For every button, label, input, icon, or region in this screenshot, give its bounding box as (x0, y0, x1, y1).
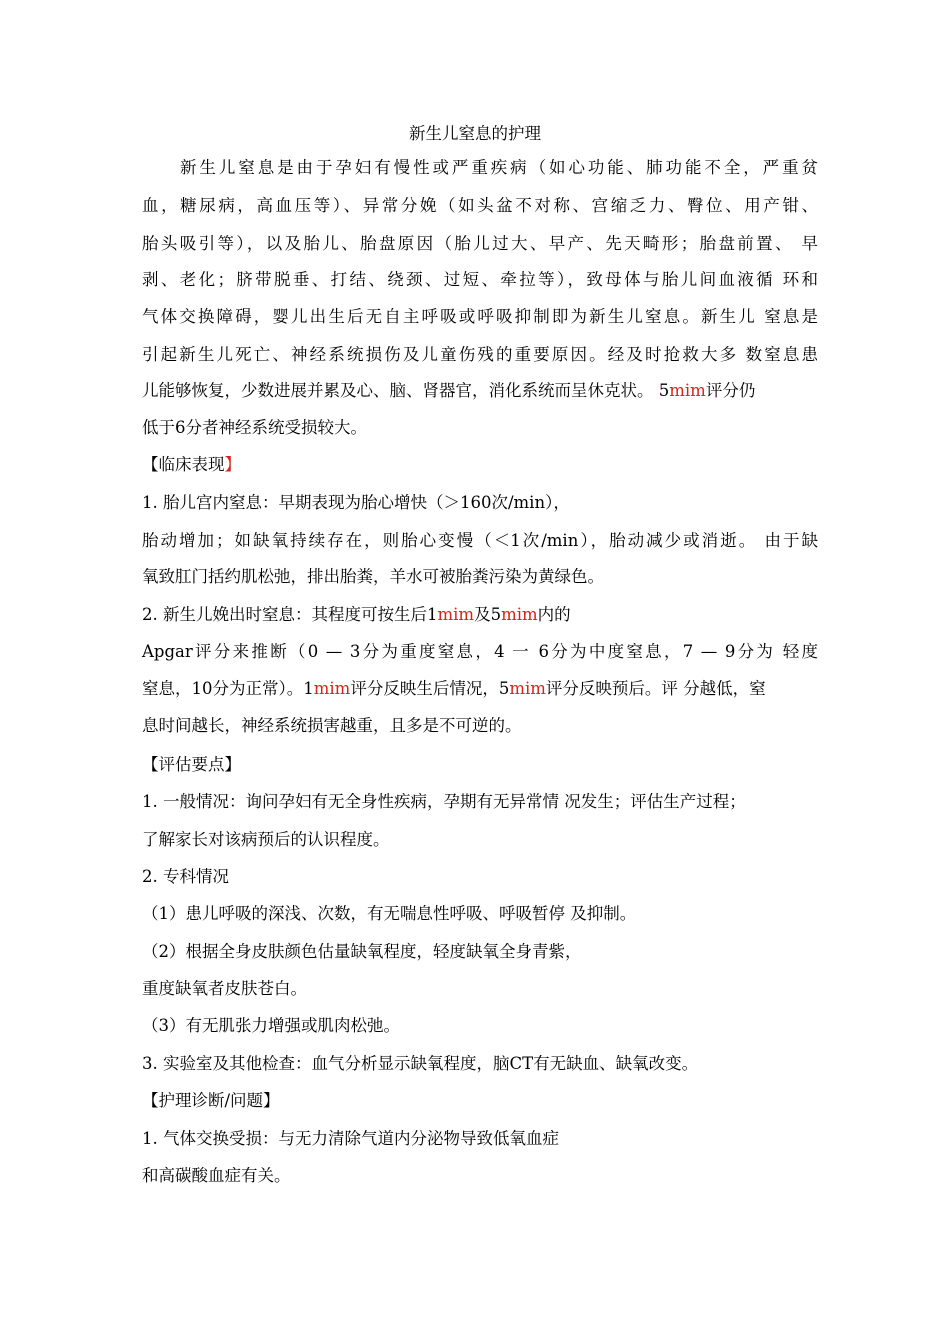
clinical-item-2-line-4: 息时间越长，神经系统损害越重，且多是不可逆的。 (142, 716, 522, 735)
clinical-item-2-line-3-e: 评分反映预后。评 分越低，窒 (545, 679, 766, 698)
intro-line-1: 新生儿窒息是由于孕妇有慢性或严重疾病（如心功能、肺功能不全，严重贫 (180, 158, 818, 177)
intro-line-7-tail: 评分仍 (705, 381, 756, 400)
section-heading-assessment: 【评估要点】 (142, 755, 241, 774)
unit-mim: mim (437, 605, 475, 624)
intro-line-2: 血，糖尿病，高血压等）、异常分娩（如头盆不对称、宫缩乏力、臀位、用产钳、 (142, 196, 818, 215)
unit-mim: mim (501, 605, 538, 624)
clinical-item-2-text-a: 2. 新生儿娩出时窒息：其程度可按生后1 (142, 605, 438, 624)
clinical-item-2-line-3-c: 评分反映生后情况，5 (350, 679, 510, 698)
assessment-sub-2-line-2: 重度缺氧者皮肤苍白。 (142, 979, 307, 998)
clinical-item-2-line-3-a: 窒息，10分为正常）。1 (142, 679, 314, 698)
assessment-item-1-line-1: 1. 一般情况：询问孕妇有无全身性疾病，孕期有无异常情 况发生；评估生产过程； (142, 792, 746, 811)
page-title: 新生儿窒息的护理 (409, 124, 541, 143)
intro-line-3: 胎头吸引等），以及胎儿、胎盘原因（胎儿过大、早产、先天畸形；胎盘前置、 早 (142, 234, 818, 253)
assessment-sub-1: （1）患儿呼吸的深浅、次数，有无喘息性呼吸、呼吸暂停 及抑制。 (142, 904, 637, 923)
unit-mim: mim (669, 381, 706, 400)
clinical-item-1-line-2: 胎动增加；如缺氧持续存在，则胎心变慢（＜1次/min），胎动减少或消逝。 由于缺 (142, 531, 818, 550)
diagnosis-item-1-line-2: 和高碳酸血症有关。 (142, 1166, 291, 1185)
section-heading-clinical-text: 【临床表现 (142, 455, 225, 474)
intro-line-7 (142, 381, 822, 401)
intro-line-5: 气体交换障碍，婴儿出生后无自主呼吸或呼吸抑制即为新生儿窒息。新生儿 窒息是 (142, 307, 818, 326)
clinical-item-2-text-c: 及5 (474, 605, 502, 624)
diagnosis-item-1-line-1: 1. 气体交换受损：与无力清除气道内分泌物导致低氧血症 (142, 1129, 559, 1148)
clinical-item-2-line-2: Apgar评分来推断（0 — 3分为重度窒息，4 一 6分为中度窒息，7 — 9分为 轻度 (142, 642, 818, 661)
intro-line-4: 剥、老化；脐带脱垂、打结、绕颈、过短、牵拉等），致母体与胎儿间血液循 环和 (142, 270, 818, 289)
intro-line-7-text: 儿能够恢复，少数进展并累及心、脑、肾器官，消化系统而呈休克状。 5 (142, 381, 670, 400)
section-heading-clinical (142, 455, 822, 475)
assessment-sub-3: （3）有无肌张力增强或肌肉松弛。 (142, 1016, 400, 1035)
section-heading-diagnosis: 【护理诊断/问题】 (142, 1091, 280, 1110)
clinical-item-2-line-3 (142, 679, 822, 699)
unit-mim: mim (313, 679, 351, 698)
assessment-sub-2-line-1: （2）根据全身皮肤颜色估量缺氧程度，轻度缺氧全身青紫， (142, 942, 582, 961)
clinical-item-1-line-1: 1. 胎儿宫内窒息：早期表现为胎心增快（＞160次/min）， (142, 493, 570, 512)
unit-mim: mim (509, 679, 546, 698)
assessment-item-3: 3. 实验室及其他检查：血气分析显示缺氧程度，脑CT有无缺血、缺氧改变。 (142, 1054, 699, 1073)
clinical-item-2-text-e: 内的 (537, 605, 571, 624)
clinical-item-1-line-3: 氧致肛门括约肌松弛，排出胎粪，羊水可被胎粪污染为黄绿色。 (142, 567, 604, 586)
assessment-item-1-line-2: 了解家长对该病预后的认识程度。 (142, 830, 390, 849)
intro-line-8: 低于6分者神经系统受损较大。 (142, 418, 367, 437)
assessment-item-2: 2. 专科情况 (142, 867, 229, 886)
intro-line-6: 引起新生儿死亡、神经系统损伤及儿童伤残的重要原因。经及时抢救大多 数窒息患 (142, 345, 818, 364)
clinical-item-2-line-1 (142, 605, 822, 625)
section-heading-clinical-bracket: 】 (224, 455, 241, 474)
